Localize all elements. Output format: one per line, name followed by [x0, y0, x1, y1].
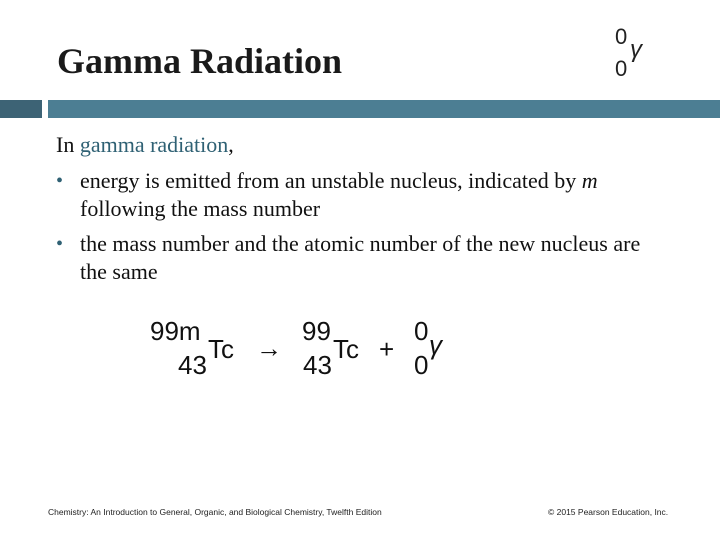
footer-citation: Chemistry: An Introduction to General, Organic, and Biological Chemistry, Twelfth Edition	[48, 507, 382, 517]
plus-sign: +	[379, 334, 395, 364]
bullet-list	[56, 167, 656, 293]
bullet-marker: •	[56, 170, 64, 192]
bullet-text-pre: energy is emitted from an unstable nucleus, indicated by	[80, 168, 582, 193]
band-left-block	[0, 100, 42, 118]
reactant-atomic-number: 43	[178, 350, 207, 380]
intro-suffix: ,	[228, 132, 234, 157]
reactant-symbol: Tc	[208, 334, 234, 364]
bullet-item	[56, 230, 656, 286]
slide-title: Gamma Radiation	[57, 41, 343, 81]
corner-symbol-glyph: γ	[630, 36, 642, 63]
bullet-item	[56, 167, 656, 223]
intro-term: gamma radiation	[79, 132, 229, 157]
gamma-glyph: γ	[429, 330, 442, 360]
corner-symbol-top: 0	[615, 24, 628, 49]
bullet-text-post: following the mass number	[80, 196, 321, 221]
bullet-marker: •	[56, 233, 64, 255]
bullet-text-pre: the mass number and the atomic number of the new nucleus are the same	[80, 231, 641, 284]
footer-copyright: © 2015 Pearson Education, Inc.	[548, 507, 669, 517]
product-symbol: Tc	[333, 334, 359, 364]
product-atomic-number: 43	[303, 350, 332, 380]
band-main	[48, 100, 720, 118]
product-mass-number: 99	[302, 316, 331, 346]
reactant-mass-number: 99m	[150, 316, 201, 346]
gamma-top-number: 0	[414, 316, 429, 346]
intro-line	[56, 132, 234, 158]
intro-prefix: In	[56, 132, 80, 157]
bullet-text-em: m	[581, 168, 598, 193]
corner-symbol-bottom: 0	[615, 56, 628, 81]
reaction-arrow-icon: →	[256, 333, 282, 363]
gamma-bottom-number: 0	[414, 350, 429, 380]
nuclear-equation	[150, 312, 460, 382]
